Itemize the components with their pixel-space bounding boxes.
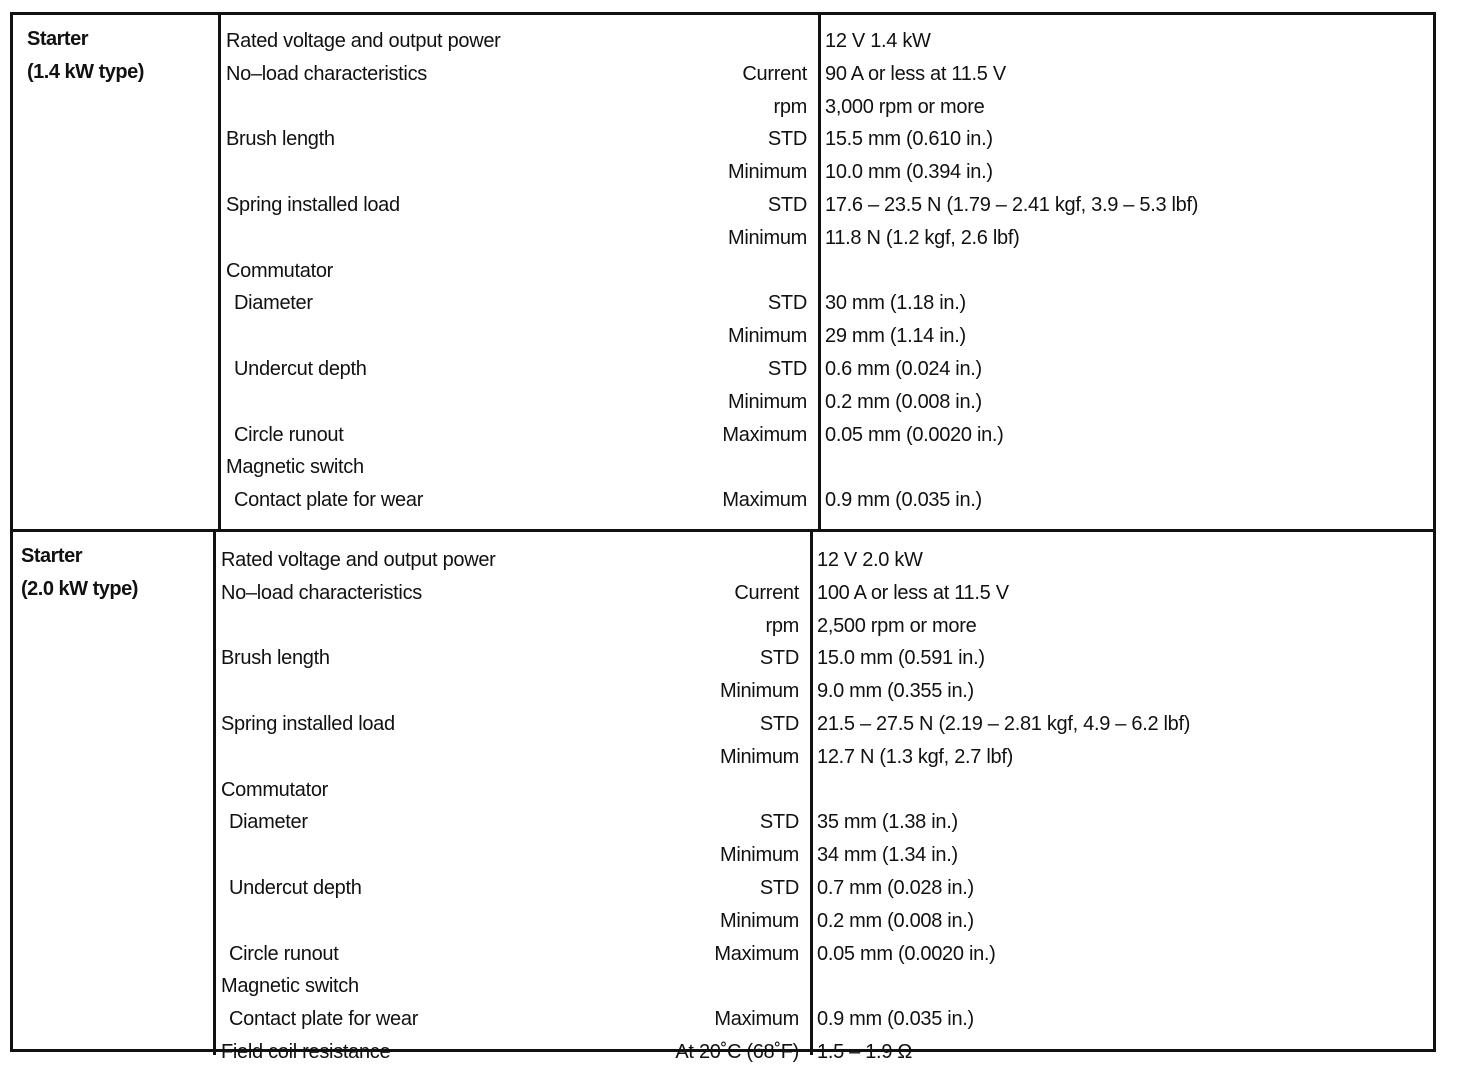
spec-condition: Maximum xyxy=(722,489,807,512)
table-row xyxy=(13,484,1433,517)
table-row xyxy=(13,123,1433,156)
table-row xyxy=(13,774,1433,807)
table-row xyxy=(13,156,1433,189)
table-row xyxy=(13,287,1433,320)
spec-condition: rpm xyxy=(765,614,799,637)
group-title: Starter xyxy=(27,28,88,50)
section-starter-2-0kw xyxy=(13,529,1433,1063)
table-row xyxy=(13,25,1433,58)
spec-condition: Minimum xyxy=(719,680,799,703)
spec-condition: Maximum xyxy=(722,423,807,446)
spec-condition: Minimum xyxy=(727,390,807,413)
section-starter-1-4kw xyxy=(13,15,1433,529)
spec-item: Brush length xyxy=(221,647,330,670)
spec-value: 12.7 N (1.3 kgf, 2.7 lbf) xyxy=(817,745,1013,768)
spec-value: 0.2 mm (0.008 in.) xyxy=(825,390,982,413)
table-row xyxy=(13,1036,1433,1069)
specification-table xyxy=(10,12,1436,1063)
spec-condition: Maximum xyxy=(714,942,799,965)
spec-item: Diameter xyxy=(229,811,308,834)
spec-condition: STD xyxy=(759,647,799,670)
spec-condition: Minimum xyxy=(727,325,807,348)
table-row xyxy=(13,58,1433,91)
table-row xyxy=(13,419,1433,452)
table-row xyxy=(13,91,1433,124)
spec-item: Circle runout xyxy=(234,423,344,446)
table-row xyxy=(13,451,1433,484)
spec-item: Rated voltage and output power xyxy=(226,30,501,52)
spec-condition: Current xyxy=(742,62,807,85)
table-row xyxy=(13,353,1433,386)
spec-item: Diameter xyxy=(234,292,313,315)
table-row xyxy=(13,544,1433,577)
spec-condition: Minimum xyxy=(727,161,807,184)
spec-item: Field coil resistance xyxy=(221,1041,391,1063)
spec-value: 90 A or less at 11.5 V xyxy=(825,62,1006,85)
table-row xyxy=(13,938,1433,971)
spec-item: Spring installed load xyxy=(221,713,395,735)
spec-condition: STD xyxy=(767,194,807,216)
spec-condition: STD xyxy=(767,358,807,380)
spec-condition: Maximum xyxy=(714,1008,799,1031)
spec-value: 29 mm (1.14 in.) xyxy=(825,325,966,348)
spec-value: 34 mm (1.34 in.) xyxy=(817,844,958,867)
table-row xyxy=(13,970,1433,1003)
table-row xyxy=(13,839,1433,872)
group-subtitle: (1.4 kW type) xyxy=(27,61,144,83)
spec-value: 10.0 mm (0.394 in.) xyxy=(825,161,993,184)
spec-value: 2,500 rpm or more xyxy=(817,614,977,637)
spec-value: 12 V 2.0 kW xyxy=(817,549,923,571)
spec-value: 15.5 mm (0.610 in.) xyxy=(825,128,993,151)
spec-value: 1.5 – 1.9 Ω xyxy=(817,1041,913,1063)
spec-value: 12 V 1.4 kW xyxy=(825,30,931,52)
spec-item: No–load characteristics xyxy=(226,62,427,85)
spec-item: Magnetic switch xyxy=(221,975,359,998)
spec-condition: rpm xyxy=(773,95,807,118)
spec-item: Circle runout xyxy=(229,942,339,965)
spec-condition: STD xyxy=(759,877,799,899)
spec-value: 17.6 – 23.5 N (1.79 – 2.41 kgf, 3.9 – 5.3 lbf) xyxy=(825,194,1199,216)
table-row xyxy=(13,1003,1433,1036)
table-row xyxy=(13,577,1433,610)
spec-value: 30 mm (1.18 in.) xyxy=(825,292,966,315)
spec-value: 0.9 mm (0.035 in.) xyxy=(817,1008,974,1031)
table-row xyxy=(13,386,1433,419)
spec-value: 0.7 mm (0.028 in.) xyxy=(817,877,974,899)
spec-item: Spring installed load xyxy=(226,194,400,216)
table-row xyxy=(13,610,1433,643)
table-row xyxy=(13,675,1433,708)
spec-condition: Minimum xyxy=(719,745,799,768)
spec-value: 0.6 mm (0.024 in.) xyxy=(825,358,982,380)
spec-condition: Minimum xyxy=(719,909,799,932)
spec-item: Brush length xyxy=(226,128,335,151)
spec-item: Rated voltage and output power xyxy=(221,549,496,571)
spec-condition: Minimum xyxy=(727,226,807,249)
spec-value: 3,000 rpm or more xyxy=(825,95,985,118)
spec-condition: Minimum xyxy=(719,844,799,867)
table-row xyxy=(13,872,1433,905)
spec-item: Commutator xyxy=(226,259,334,282)
table-row xyxy=(13,255,1433,288)
spec-condition: STD xyxy=(759,811,799,834)
spec-value: 0.05 mm (0.0020 in.) xyxy=(825,423,1004,446)
table-row xyxy=(13,708,1433,741)
group-subtitle: (2.0 kW type) xyxy=(21,578,138,600)
spec-item: Undercut depth xyxy=(229,877,362,899)
spec-item: No–load characteristics xyxy=(221,581,422,604)
table-row xyxy=(13,642,1433,675)
table-row xyxy=(13,806,1433,839)
spec-value: 11.8 N (1.2 kgf, 2.6 lbf) xyxy=(825,226,1020,249)
table-row xyxy=(13,320,1433,353)
spec-value: 0.9 mm (0.035 in.) xyxy=(825,489,982,512)
spec-condition: STD xyxy=(759,713,799,735)
spec-item: Contact plate for wear xyxy=(234,489,424,512)
spec-condition: Current xyxy=(734,581,799,604)
spec-value: 100 A or less at 11.5 V xyxy=(817,581,1009,604)
table-row xyxy=(13,189,1433,222)
spec-value: 9.0 mm (0.355 in.) xyxy=(817,680,974,703)
spec-value: 21.5 – 27.5 N (2.19 – 2.81 kgf, 4.9 – 6.2 lbf) xyxy=(817,713,1191,735)
spec-item: Commutator xyxy=(221,778,329,801)
spec-condition: STD xyxy=(767,292,807,315)
spec-item: Magnetic switch xyxy=(226,456,364,479)
spec-item: Undercut depth xyxy=(234,358,367,380)
table-row xyxy=(13,741,1433,774)
table-row xyxy=(13,222,1433,255)
table-row xyxy=(13,905,1433,938)
spec-value: 15.0 mm (0.591 in.) xyxy=(817,647,985,670)
group-title: Starter xyxy=(21,545,82,567)
spec-condition: At 20˚C (68˚F) xyxy=(675,1041,799,1063)
spec-item: Contact plate for wear xyxy=(229,1008,419,1031)
spec-value: 0.2 mm (0.008 in.) xyxy=(817,909,974,932)
spec-value: 35 mm (1.38 in.) xyxy=(817,811,958,834)
spec-condition: STD xyxy=(767,128,807,151)
spec-value: 0.05 mm (0.0020 in.) xyxy=(817,942,996,965)
